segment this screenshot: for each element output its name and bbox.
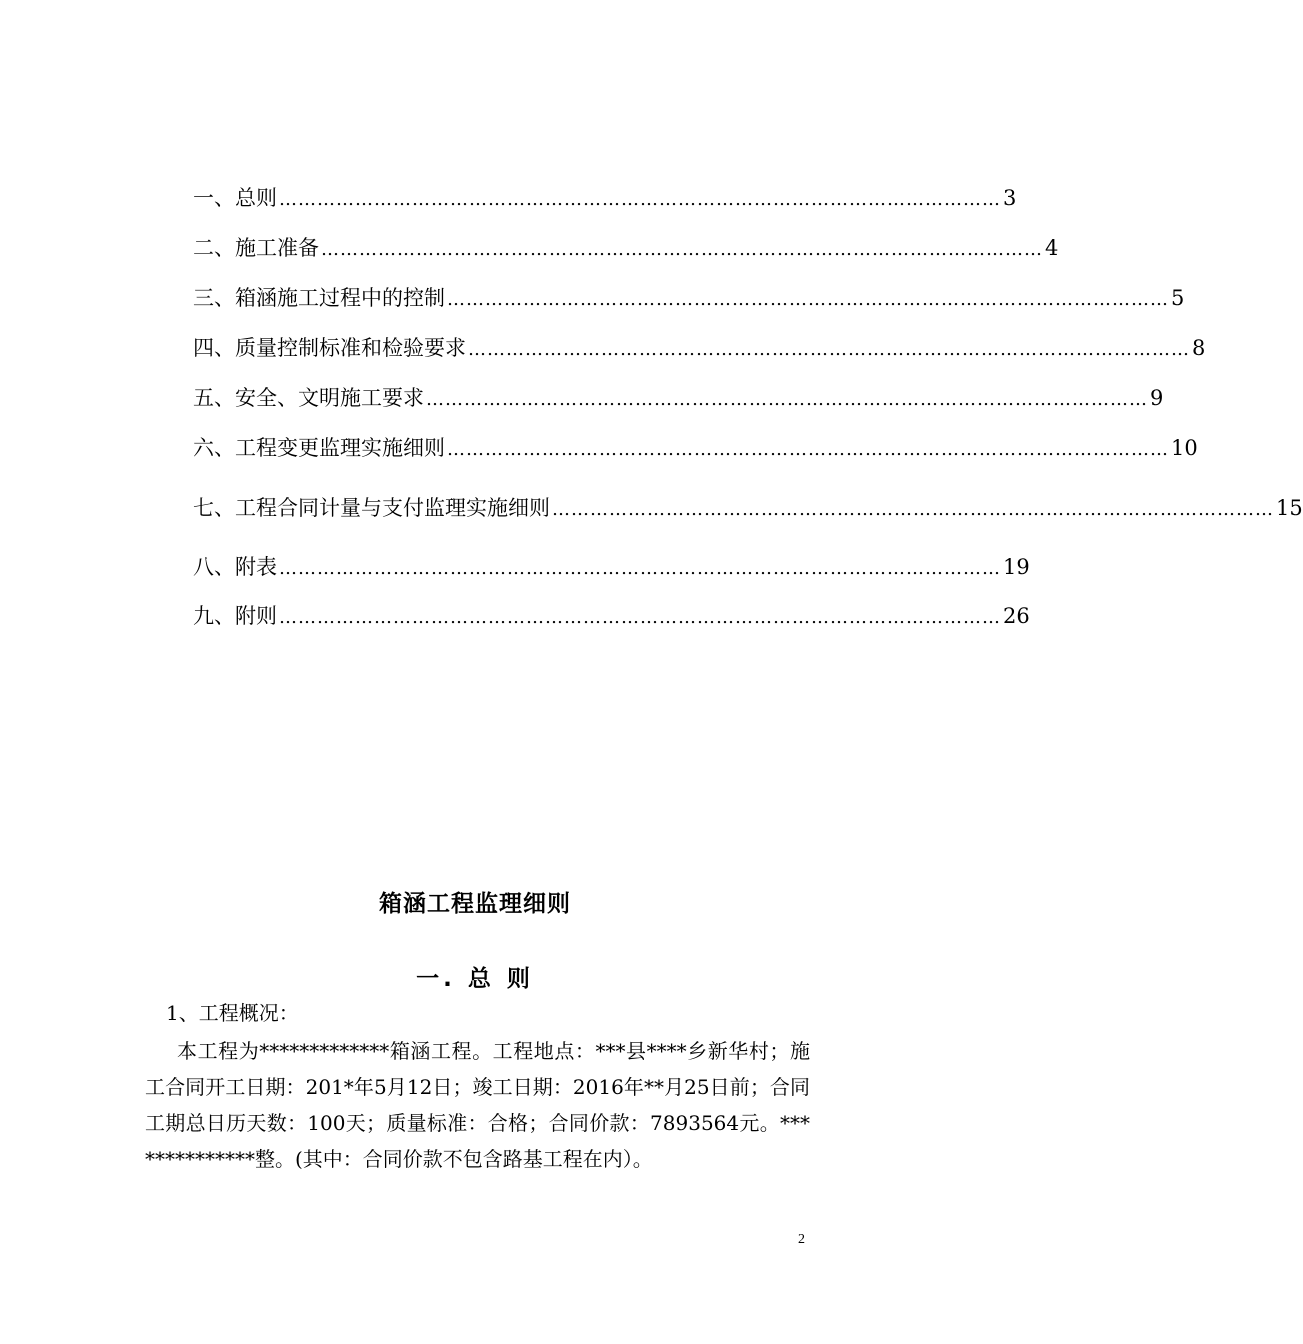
toc-entry[interactable] xyxy=(193,180,1017,216)
toc-dot-leader: …………………………………………………………………………………………………… xyxy=(447,439,1169,460)
toc-dot-leader: …………………………………………………………………………………………………… xyxy=(426,389,1148,410)
toc-entry-title: 九、附则 xyxy=(193,604,277,628)
toc-entry-title: 五、安全、文明施工要求 xyxy=(193,386,424,410)
toc-entry-page: 9 xyxy=(1150,386,1164,410)
section-heading: 一. 总 则 xyxy=(416,966,534,992)
toc-entry[interactable] xyxy=(193,549,1030,585)
toc-entry-page: 10 xyxy=(1171,436,1198,460)
toc-entry[interactable] xyxy=(193,230,1059,266)
toc-entry-page: 5 xyxy=(1171,286,1185,310)
toc-dot-leader: …………………………………………………………………………………………………… xyxy=(279,189,1001,210)
toc-entry-page: 3 xyxy=(1003,186,1017,210)
document-title: 箱涵工程监理细则 xyxy=(379,891,571,917)
toc-entry-page: 8 xyxy=(1192,336,1206,360)
toc-entry-page: 19 xyxy=(1003,555,1030,579)
toc-entry[interactable] xyxy=(193,598,1030,634)
toc-entry-title: 七、工程合同计量与支付监理实施细则 xyxy=(193,496,550,520)
toc-dot-leader: …………………………………………………………………………………………………… xyxy=(447,289,1169,310)
sub-heading: 1、工程概况： xyxy=(166,1001,299,1025)
toc-entry[interactable] xyxy=(193,490,1303,526)
toc-entry-page: 15 xyxy=(1276,496,1303,520)
toc-dot-leader: …………………………………………………………………………………………………… xyxy=(321,239,1043,260)
toc-dot-leader: …………………………………………………………………………………………………… xyxy=(279,607,1001,628)
toc-dot-leader: …………………………………………………………………………………………………… xyxy=(468,339,1190,360)
page-number: 2 xyxy=(798,1232,805,1247)
toc-entry[interactable] xyxy=(193,430,1198,466)
toc-entry-page: 26 xyxy=(1003,604,1030,628)
body-paragraph: 本工程为*************箱涵工程。工程地点：***县****乡新华村；施工合同开工日期：201*年5月12日；竣工日期：2016年**月25日前；合同工期总日历天数：100天；质量标准：合格；合同价款：7893564元。**************整。(其中：合同价款不包含路基工程在内）。 xyxy=(145,1039,810,1171)
toc-dot-leader: …………………………………………………………………………………………………… xyxy=(279,558,1001,579)
toc-entry[interactable] xyxy=(193,380,1164,416)
toc-entry-title: 二、施工准备 xyxy=(193,236,319,260)
toc-entry-page: 4 xyxy=(1045,236,1059,260)
toc-entry-title: 三、箱涵施工过程中的控制 xyxy=(193,286,445,310)
toc-entry-title: 一、总则 xyxy=(193,186,277,210)
toc-entry[interactable] xyxy=(193,330,1206,366)
toc-entry-title: 八、附表 xyxy=(193,555,277,579)
toc-entry-title: 四、质量控制标准和检验要求 xyxy=(193,336,466,360)
toc-entry[interactable] xyxy=(193,280,1185,316)
toc-entry-title: 六、工程变更监理实施细则 xyxy=(193,436,445,460)
toc-dot-leader: …………………………………………………………………………………………………… xyxy=(552,499,1274,520)
